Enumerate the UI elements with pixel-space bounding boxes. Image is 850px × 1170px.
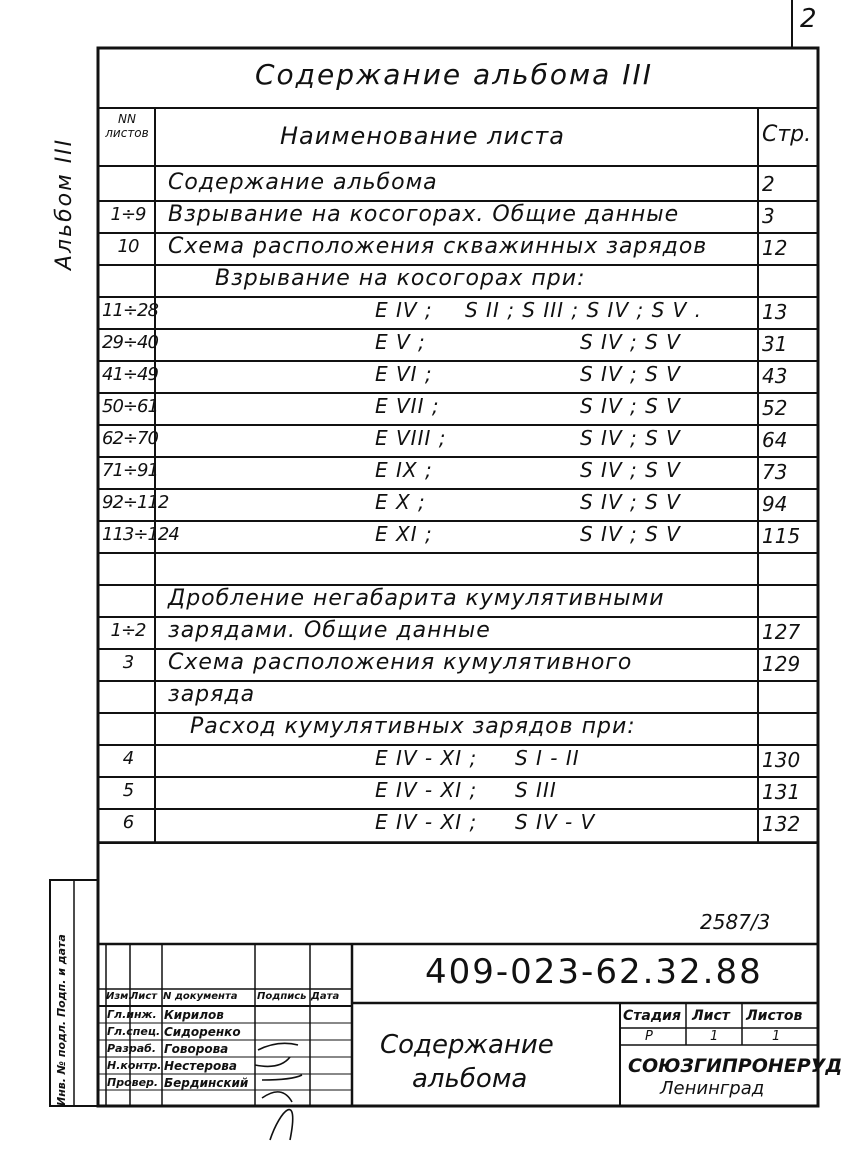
row-divider <box>98 520 818 522</box>
row-s-category: S II ; S III ; S IV ; S V . <box>465 298 703 322</box>
row-sheet-name: Содержание альбома <box>168 170 438 195</box>
row-e-category: E XI ; <box>375 522 433 546</box>
row-page-number: 130 <box>762 748 801 772</box>
row-s-category: S IV - V <box>515 810 596 834</box>
row-sheet-number: 50÷61 <box>102 396 158 417</box>
sheet-label: Лист <box>692 1008 730 1024</box>
row-sheet-name: зарядами. Общие данные <box>168 618 491 643</box>
inventory-strip-label: Инв. № подл. Подп. и дата <box>55 934 68 1106</box>
row-e-category: E IV ; <box>375 298 433 322</box>
signature-name: Кирилов <box>164 1008 224 1022</box>
row-sheet-number: 5 <box>122 780 134 801</box>
organization-city: Ленинград <box>660 1078 765 1099</box>
row-divider <box>98 392 818 394</box>
signature-col-header: Подпись <box>257 991 307 1002</box>
row-page-number: 73 <box>762 460 788 484</box>
row-divider <box>98 424 818 426</box>
row-sheet-name: заряда <box>168 682 256 707</box>
signature-name: Нестерова <box>164 1059 237 1073</box>
signature-col-header: Дата <box>311 991 340 1002</box>
row-page-number: 127 <box>762 620 801 644</box>
header-sheet-name: Наименование листа <box>280 122 565 150</box>
row-page-number: 31 <box>762 332 788 356</box>
page-title: Содержание альбома III <box>255 58 653 91</box>
row-sheet-number: 113÷124 <box>102 524 179 545</box>
row-s-category: S III <box>515 778 557 802</box>
row-sheet-number: 4 <box>122 748 134 769</box>
row-e-category: E IV - XI ; <box>375 746 478 770</box>
row-s-category: S IV ; S V <box>580 330 681 354</box>
sheets-value: 1 <box>772 1029 781 1044</box>
signature-col-header: Лист <box>130 991 158 1002</box>
row-divider <box>98 842 818 844</box>
row-page-number: 115 <box>762 524 801 548</box>
row-sheet-number: 41÷49 <box>102 364 158 385</box>
row-s-category: S IV ; S V <box>580 458 681 482</box>
sheet-value: 1 <box>710 1029 719 1044</box>
signature-name: Говорова <box>164 1042 229 1056</box>
header-sheet-numbers: NN листов <box>105 112 149 140</box>
row-page-number: 52 <box>762 396 788 420</box>
row-sheet-number: 11÷28 <box>102 300 158 321</box>
row-page-number: 3 <box>762 204 775 228</box>
row-e-category: E VIII ; <box>375 426 447 450</box>
page-number: 2 <box>800 4 817 34</box>
row-sheet-name: Взрывание на косогорах. Общие данные <box>168 202 680 227</box>
row-sheet-name: Схема расположения скважинных зарядов <box>168 234 708 259</box>
signature-role: Гл.спец. <box>107 1025 161 1038</box>
row-page-number: 129 <box>762 652 801 676</box>
row-sheet-name: Расход кумулятивных зарядов при: <box>190 714 636 739</box>
row-e-category: E IV - XI ; <box>375 810 478 834</box>
row-s-category: S IV ; S V <box>580 426 681 450</box>
doc-title-line2: альбома <box>412 1064 528 1094</box>
signature-role: Гл.инж. <box>107 1008 157 1021</box>
signature-role: Разраб. <box>107 1042 157 1055</box>
row-page-number: 64 <box>762 428 788 452</box>
doc-title-line1: Содержание <box>380 1030 554 1060</box>
row-divider <box>98 456 818 458</box>
signature-name: Бердинский <box>164 1076 249 1090</box>
row-sheet-number: 6 <box>122 812 134 833</box>
row-sheet-name: Дробление негабарита кумулятивными <box>168 586 665 611</box>
row-e-category: E VI ; <box>375 362 433 386</box>
row-page-number: 132 <box>762 812 801 836</box>
signature-role: Провер. <box>107 1076 159 1089</box>
album-side-label: Альбом III <box>52 137 77 270</box>
row-divider <box>98 360 818 362</box>
row-page-number: 2 <box>762 172 775 196</box>
organization-name: СОЮЗГИПРОНЕРУД <box>628 1055 843 1077</box>
row-sheet-name: Схема расположения кумулятивного <box>168 650 633 675</box>
row-sheet-number: 1÷2 <box>110 620 146 641</box>
signature-scribble <box>255 1043 302 1140</box>
document-code: 409-023-62.32.88 <box>425 952 763 992</box>
sheets-label: Листов <box>746 1008 803 1024</box>
row-sheet-number: 71÷91 <box>102 460 158 481</box>
signature-col-header: N документа <box>163 991 238 1002</box>
row-sheet-number: 92÷112 <box>102 492 169 513</box>
row-divider <box>98 328 818 330</box>
signature-name: Сидоренко <box>164 1025 241 1039</box>
row-page-number: 12 <box>762 236 788 260</box>
row-sheet-number: 1÷9 <box>110 204 146 225</box>
row-e-category: E X ; <box>375 490 426 514</box>
row-s-category: S IV ; S V <box>580 362 681 386</box>
row-s-category: S IV ; S V <box>580 490 681 514</box>
stage-label: Стадия <box>623 1008 681 1024</box>
signature-col-header: Изм. <box>106 991 133 1002</box>
row-sheet-number: 10 <box>117 236 139 257</box>
inventory-note: 2587/3 <box>700 910 771 934</box>
row-page-number: 43 <box>762 364 788 388</box>
signature-role: Н.контр. <box>107 1059 162 1072</box>
row-sheet-number: 3 <box>122 652 134 673</box>
row-divider <box>98 296 818 298</box>
row-page-number: 131 <box>762 780 801 804</box>
row-sheet-number: 29÷40 <box>102 332 158 353</box>
row-s-category: S IV ; S V <box>580 522 681 546</box>
header-page: Стр. <box>762 122 812 147</box>
row-divider <box>98 488 818 490</box>
row-e-category: E V ; <box>375 330 426 354</box>
row-sheet-name: Взрывание на косогорах при: <box>215 266 586 291</box>
row-page-number: 94 <box>762 492 788 516</box>
row-divider <box>98 552 818 554</box>
row-e-category: E IX ; <box>375 458 433 482</box>
row-s-category: S I - II <box>515 746 580 770</box>
row-e-category: E VII ; <box>375 394 440 418</box>
row-page-number: 13 <box>762 300 788 324</box>
row-e-category: E IV - XI ; <box>375 778 478 802</box>
stage-value: Р <box>645 1029 653 1044</box>
row-sheet-number: 62÷70 <box>102 428 158 449</box>
row-s-category: S IV ; S V <box>580 394 681 418</box>
